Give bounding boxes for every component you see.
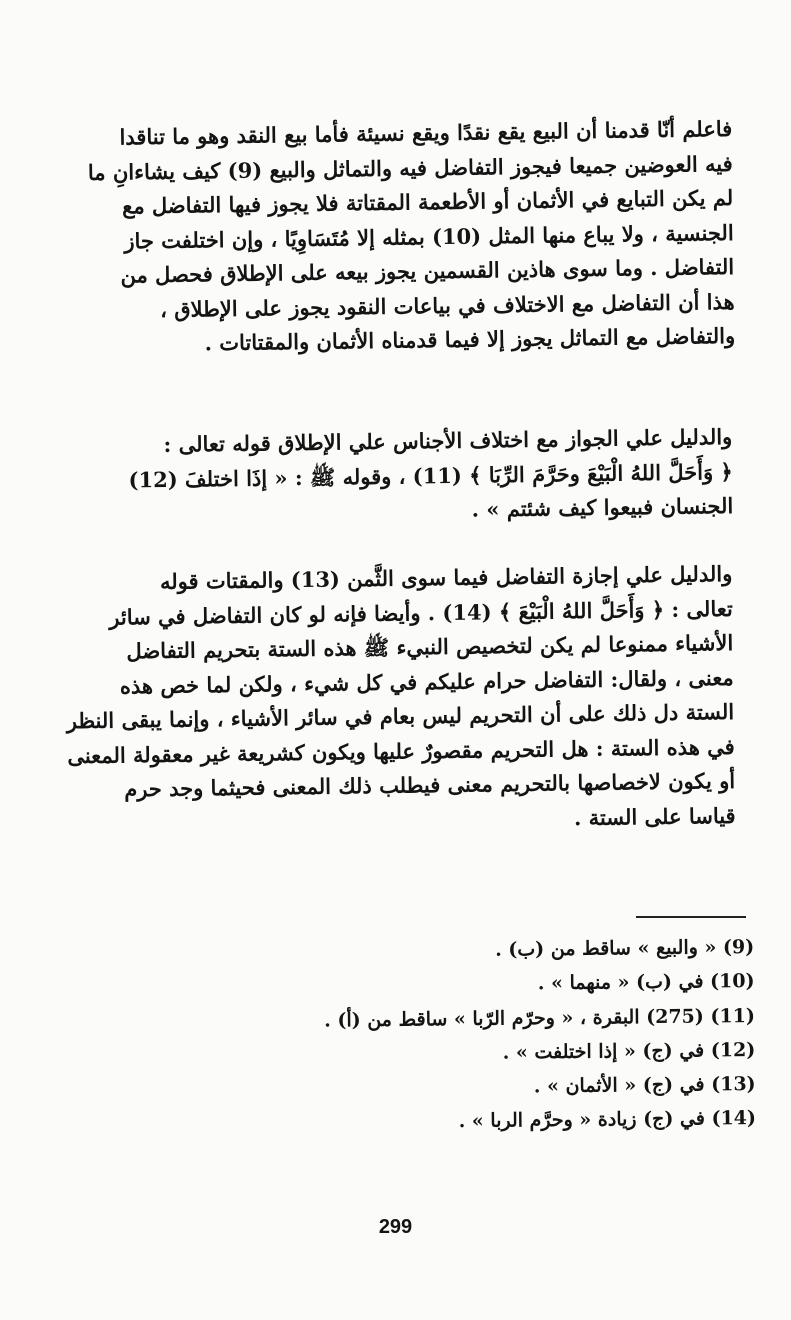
paragraph-line: معنى ، ولقال: التفاضل حرام عليكم في كل شيء ، ولكن لما خص هذه bbox=[119, 664, 734, 699]
paragraph-line: التفاضل . وما سوى هاذين القسمين يجوز بيعه على الإطلاق فحصل من bbox=[120, 253, 735, 288]
paragraph-line: لم يكن التبايع في الأثمان أو الأطعمة المقتاتة فلا يجوز فيها التفاضل مع bbox=[122, 184, 734, 219]
paragraph-line: أو يكون لاخصاصها بالتحريم معنى فيطلب ذلك المعنى فحيثما وجد حرم bbox=[124, 767, 736, 802]
paragraph-line: تعالى : ﴿ وَأَحَلَّ اللهُ الْبَيْعَ ﴾ (14) . وأيضا فإنه لو كان التفاضل في سائر bbox=[109, 595, 733, 630]
footnote-14: (14) في (ج) زيادة « وحرَّم الربا » . bbox=[458, 1107, 757, 1133]
footnote-13: (13) في (ج) « الأثمان » . bbox=[533, 1073, 756, 1098]
paragraph-line: الجنسان فبيعوا كيف شئتم » . bbox=[471, 492, 734, 522]
paragraph-2 bbox=[60, 420, 733, 533]
paragraph-line: والدليل علي إجازة التفاضل فيما سوى الثَّمن (13) والمقتات قوله bbox=[159, 560, 733, 594]
paragraph-line: ﴿ وَأَحَلَّ اللهُ الْبَيْعَ وحَرَّمَ الرِّبَا ﴾ (11) ، وقوله ﷺ : « إذَا اختلفَ (12) bbox=[128, 458, 733, 492]
paragraph-line: هذا أن التفاضل مع الاختلاف في بياعات النقود يجوز على الإطلاق ، bbox=[160, 288, 735, 322]
footnote-10: (10) في (ب) « منهما » . bbox=[537, 970, 755, 995]
paragraph-3 bbox=[60, 557, 736, 842]
paragraph-line: الجنسية ، ولا يباع منها المثل (10) بمثله إلا مُتَسَاوِيًا ، وإن اختلفت جاز bbox=[124, 219, 734, 253]
footnote-divider bbox=[636, 916, 746, 918]
footnotes bbox=[200, 930, 756, 1142]
paragraph-line: الأشياء ممنوعا لم يكن لتخصيص النبيء ﷺ هذه الستة بتحريم التفاضل bbox=[126, 629, 734, 664]
paragraph-line: والدليل علي الجواز مع اختلاف الأجناس علي الإطلاق قوله تعالى : bbox=[163, 423, 733, 457]
footnote-11: (11) (275) البقرة ، « وحرّم الرّبا » ساقط من (أ) . bbox=[324, 1004, 756, 1032]
paragraph-line: فاعلم أنّا قدمنا أن البيع يقع نقدًا ويقع نسيئة فأما بيع النقد وهو ما تناقدا bbox=[119, 115, 733, 150]
footnote-9: (9) « والبيع » ساقط من (ب) . bbox=[495, 935, 755, 961]
paragraph-line: قياسا على الستة . bbox=[573, 802, 736, 830]
footnote-12: (12) في (ج) « إذا اختلفت » . bbox=[502, 1038, 756, 1064]
page-number: 299 bbox=[378, 1216, 413, 1238]
paragraph-line: والتفاضل مع التماثل يجوز إلا فيما قدمناه الأثمان والمقتاتات . bbox=[204, 322, 736, 356]
paragraph-line: الستة دل ذلك على أن التحريم ليس بعام في سائر الأشياء ، وإنما يبقى النظر bbox=[66, 698, 735, 734]
paragraph-1 bbox=[60, 112, 735, 363]
paragraph-line: فيه العوضين جميعا فيجوز التفاضل فيه والتماثل والبيع (9) كيف يشاءانِ ما bbox=[87, 150, 733, 185]
paragraph-line: في هذه الستة : هل التحريم مقصورٌ عليها ويكون كشريعة غير معقولة المعنى bbox=[67, 733, 735, 768]
